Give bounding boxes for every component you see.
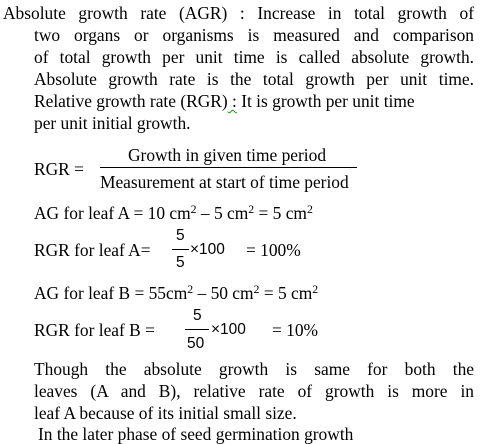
rgr-leaf-b-multiplier: ×100 xyxy=(211,321,246,338)
rgr-leaf-a-lhs: RGR for leaf A= xyxy=(34,240,151,260)
ag-leaf-b: AG for leaf $B = 55cm^2 - 50$ $cm^2 = 5$ $cm^2$ xyxy=(34,282,319,303)
agr-definition-line-3: of total growth per unit time is called absolute growth. xyxy=(34,47,474,67)
conclusion-line-1: Though the absolute growth is same for both the xyxy=(34,359,474,379)
rgr-colon: : xyxy=(227,91,237,111)
rgr-definition-text: It is growth per unit time xyxy=(236,91,415,111)
rgr-formula-lhs: RGR = xyxy=(34,159,84,179)
rgr-leaf-a-fraction-bar xyxy=(172,249,189,250)
rgr-leaf-b-fraction-bar xyxy=(185,329,209,330)
rgr-formula-fraction-bar xyxy=(100,167,357,168)
rgr-definition-line-2: per unit initial growth. xyxy=(34,113,191,133)
rgr-leaf-b-numerator: 5 xyxy=(193,307,202,324)
rgr-leaf-a-result: = 100% xyxy=(246,240,301,260)
conclusion-line-3: leaf A because of its initial small size. xyxy=(34,403,297,423)
conclusion-line-2: leaves (A and B), relative rate of growth is more in xyxy=(34,381,474,401)
rgr-leaf-b-result: = 10% xyxy=(272,320,319,340)
rgr-definition-line-1 xyxy=(34,91,474,111)
ag-leaf-a: AG for leaf A = 10 $cm^2 - 5$ $cm^2 = 5$ $cm^2$ xyxy=(34,202,313,223)
agr-definition-line-4: Absolute growth rate is the total growth per unit time. xyxy=(34,69,474,89)
agr-definition-line-1: Absolute growth rate (AGR) : Increase in total growth of xyxy=(3,3,474,23)
rgr-leaf-a-multiplier: ×100 xyxy=(190,241,225,258)
rgr-formula-numerator: Growth in given time period xyxy=(128,145,327,165)
rgr-leaf-b-denominator: 50 xyxy=(187,335,205,352)
agr-definition-line-2: two organs or organisms is measured and comparison xyxy=(34,25,474,45)
cutoff-line: In the later phase of seed germination growth xyxy=(38,424,354,444)
rgr-leaf-a-denominator: 5 xyxy=(176,254,185,271)
rgr-leaf-a-numerator: 5 xyxy=(176,227,185,244)
rgr-formula-denominator: Measurement at start of time period xyxy=(100,172,349,192)
rgr-term: Relative growth rate (RGR) xyxy=(34,91,228,111)
rgr-leaf-b-lhs: RGR for leaf B = xyxy=(34,320,155,340)
